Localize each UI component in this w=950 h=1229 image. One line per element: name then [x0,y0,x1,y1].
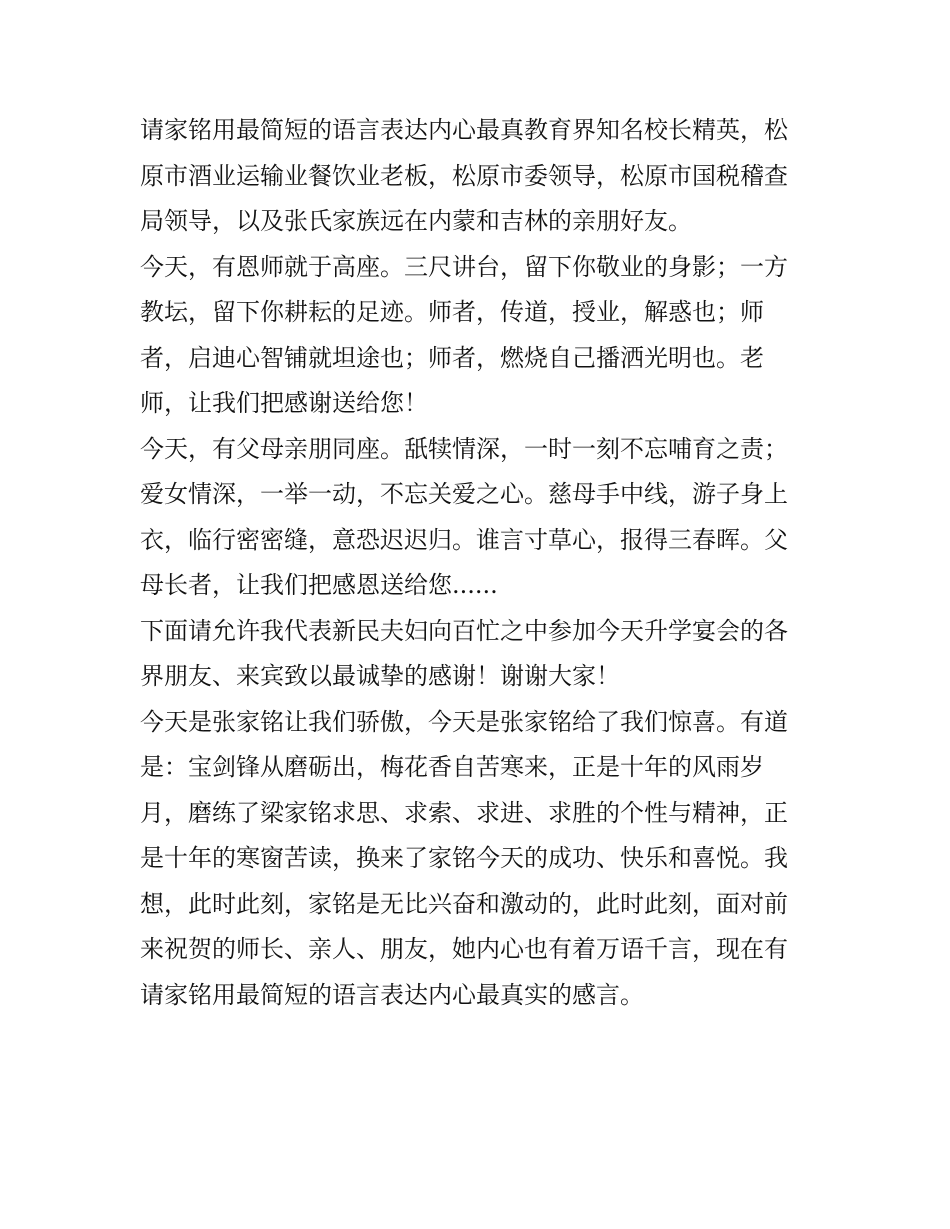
text-line: 来祝贺的师长、亲人、朋友，她内心也有着万语千言，现在有 [140,935,788,963]
text-line: 局领导，以及张氏家族远在内蒙和吉林的亲朋好友。 [140,207,692,235]
text-line: 是：宝剑锋从磨砺出，梅花香自苦寒来，正是十年的风雨岁 [140,753,764,781]
document-body [140,108,815,1018]
text-line: 原市酒业运输业餐饮业老板，松原市委领导，松原市国税稽查 [140,161,788,190]
text-line: 请家铭用最简短的语言表达内心最真实的感言。 [140,980,644,1009]
text-line: 师，让我们把感谢送给您！ [140,389,428,417]
text-line: 今天，有父母亲朋同座。舐犊情深，一时一刻不忘哺育之责； [140,434,788,463]
text-line: 想，此时此刻，家铭是无比兴奋和激动的，此时此刻，面对前 [140,889,788,918]
text-line: 今天是张家铭让我们骄傲，今天是张家铭给了我们惊喜。有道 [140,707,788,736]
text-line: 今天，有恩师就于高座。三尺讲台，留下你敬业的身影；一方 [140,252,788,281]
text-line: 界朋友、来宾致以最诚挚的感谢！谢谢大家！ [140,662,620,690]
text-line: 者，启迪心智铺就坦途也；师者，燃烧自己播洒光明也。老 [140,343,764,372]
text-line: 衣，临行密密缝，意恐迟迟归。谁言寸草心，报得三春晖。父 [140,525,788,554]
text-line: 月，磨练了梁家铭求思、求索、求进、求胜的个性与精神，正 [140,798,788,827]
text-line: 教坛，留下你耕耘的足迹。师者，传道，授业，解惑也；师 [140,298,764,326]
text-line: 是十年的寒窗苦读，换来了家铭今天的成功、快乐和喜悦。我 [140,844,788,872]
text-line: 母长者，让我们把感恩送给您...... [140,571,498,599]
paragraph-3 [140,427,815,609]
paragraph-4 [140,609,815,700]
paragraph-1 [140,108,815,245]
paragraph-5 [140,700,815,1019]
paragraph-2 [140,245,815,427]
text-line: 爱女情深，一举一动，不忘关爱之心。慈母手中线，游子身上 [140,480,788,508]
text-line: 下面请允许我代表新民夫妇向百忙之中参加今天升学宴会的各 [140,616,788,645]
text-line: 请家铭用最简短的语言表达内心最真教育界知名校长精英，松 [140,116,788,144]
